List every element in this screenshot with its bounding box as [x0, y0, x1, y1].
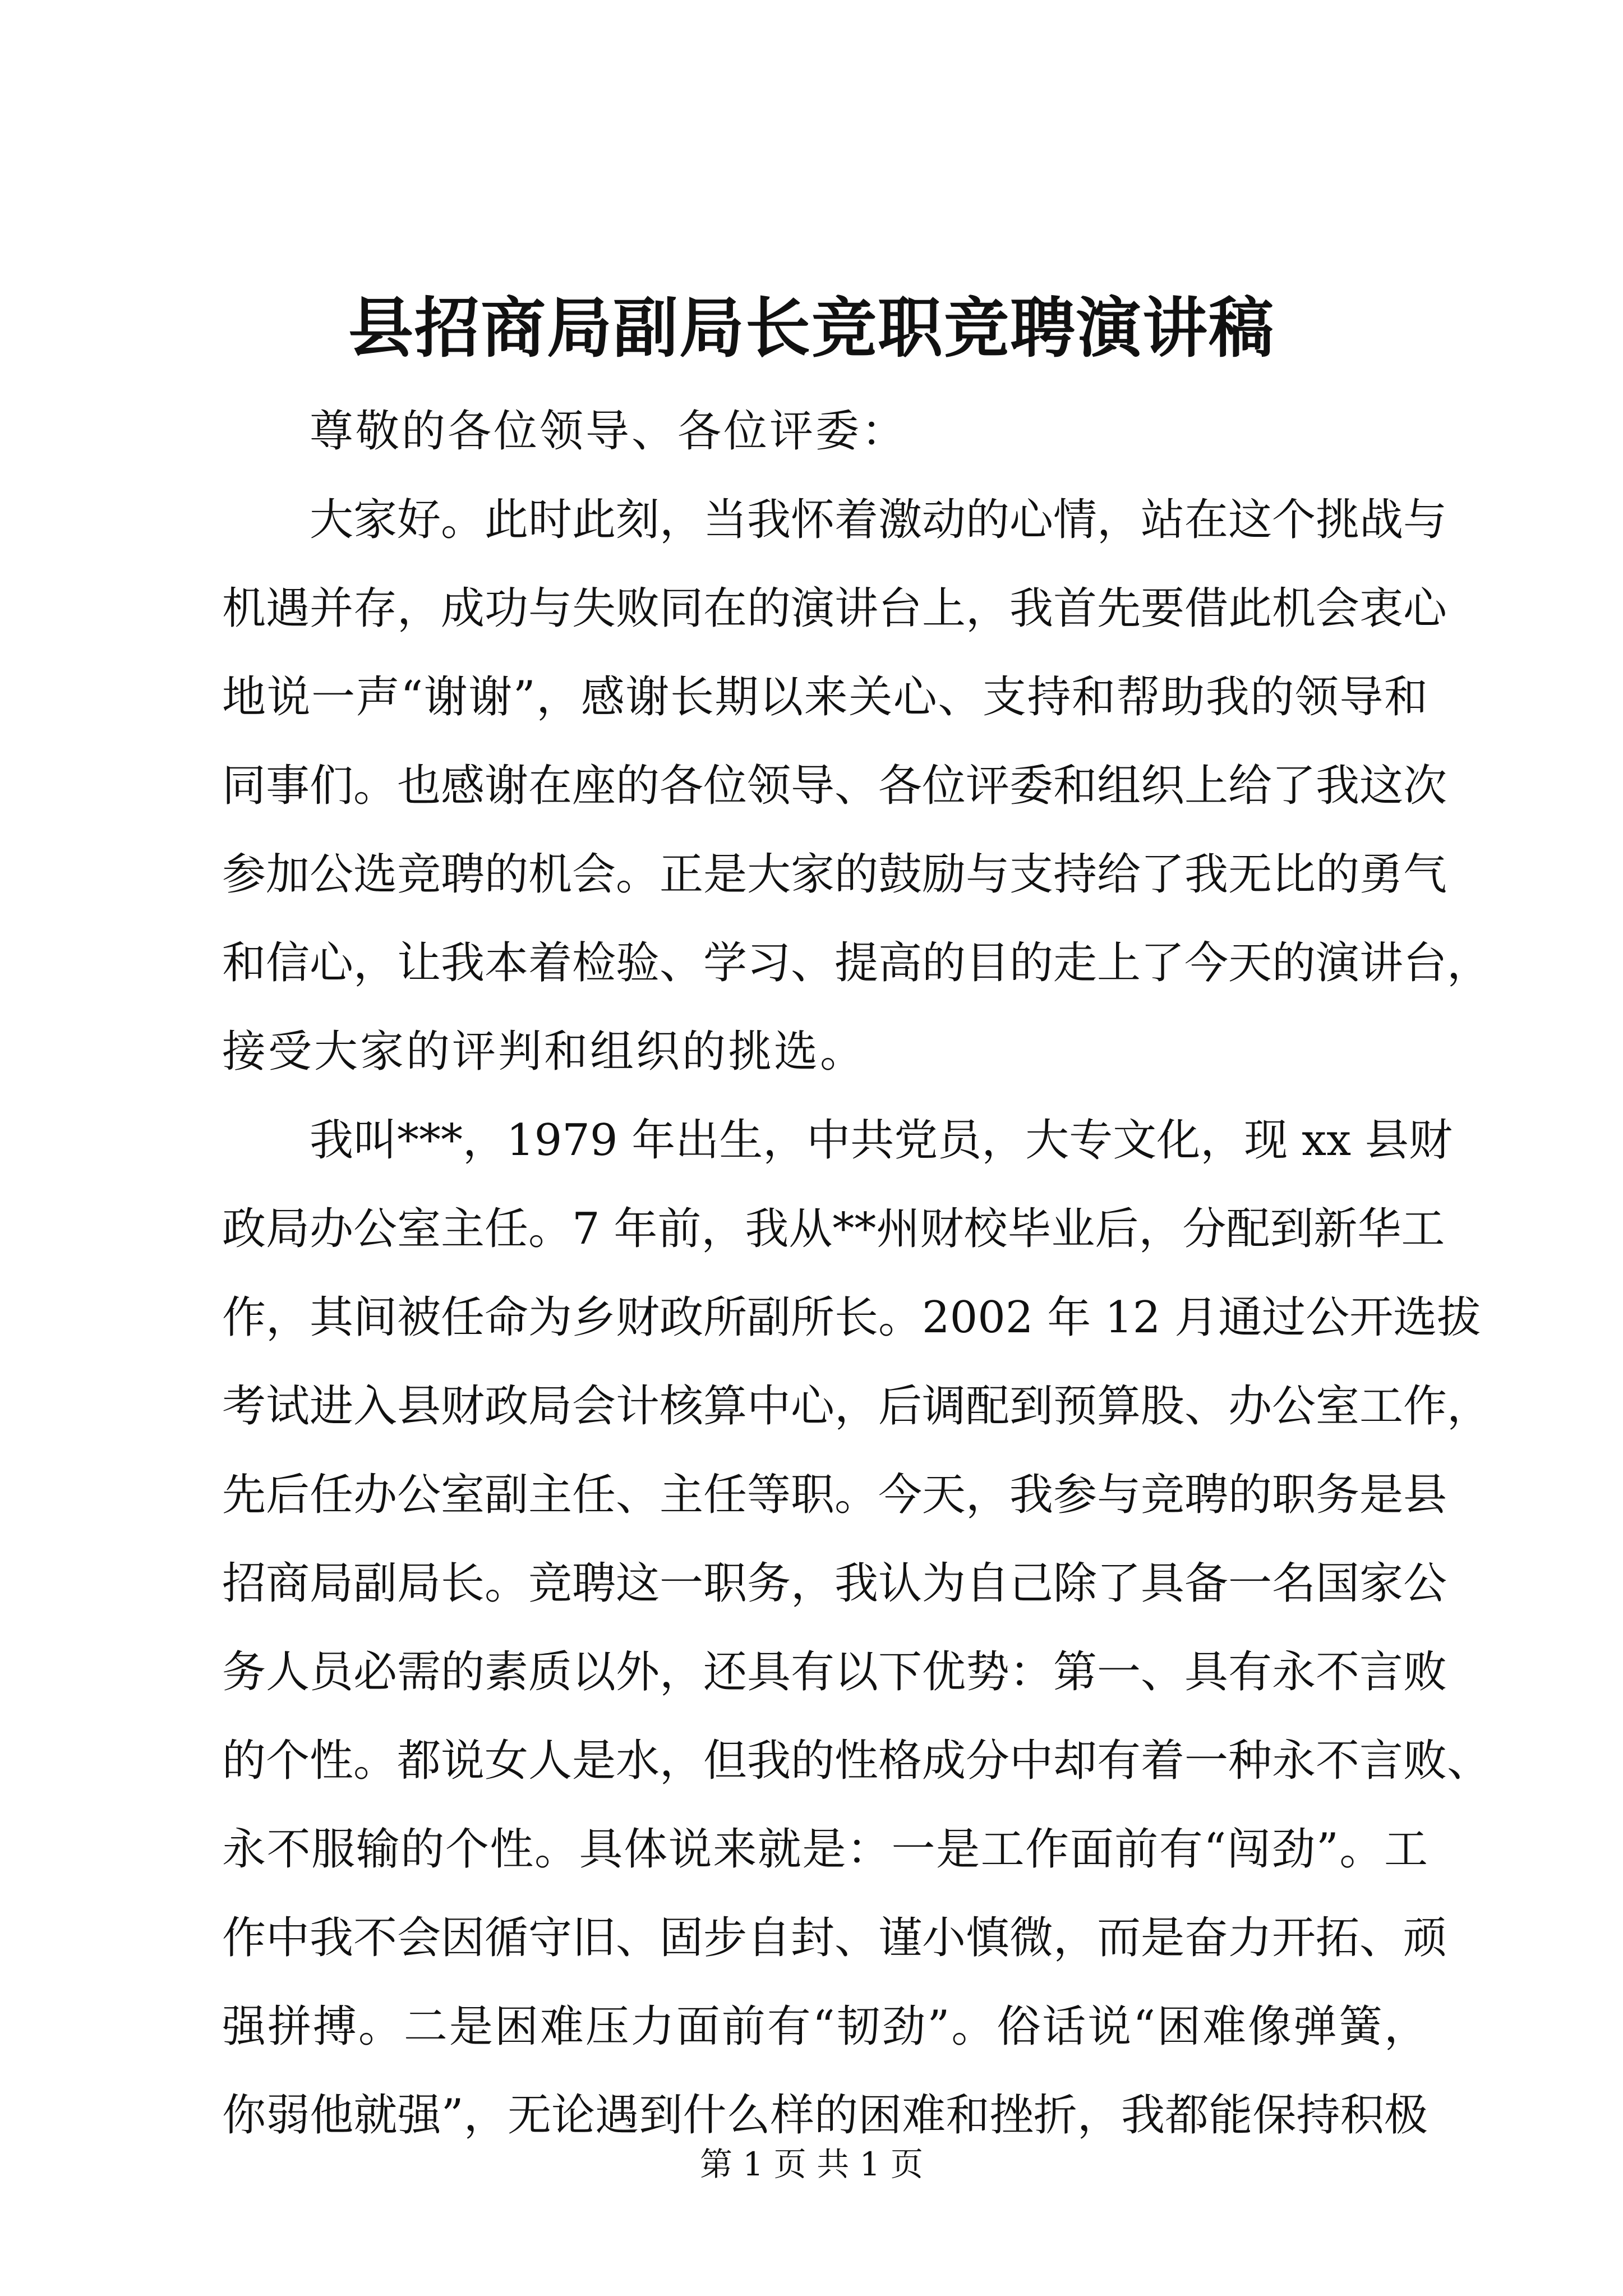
body-line: 我叫***，1979 年出生，中共党员，大专文化，现 xx 县财: [310, 1115, 1453, 1166]
body-line: 作，其间被任命为乡财政所副所长。2002 年 12 月通过公开选拔: [222, 1292, 1481, 1343]
body-line: 先后任办公室副主任、主任等职。今天，我参与竞聘的职务是县: [222, 1470, 1447, 1520]
body-line: 地说一声“谢谢”，感谢长期以来关心、支持和帮助我的领导和: [222, 672, 1428, 723]
page-number-footer: 第 1 页 共 1 页: [700, 2145, 923, 2183]
body-line: 接受大家的评判和组织的挑选。: [222, 1027, 866, 1077]
body-line: 同事们。也感谢在座的各位领导、各位评委和组织上给了我这次: [222, 761, 1447, 811]
body-line: 和信心，让我本着检验、学习、提高的目的走上了今天的演讲台，: [222, 938, 1491, 988]
body-line: 的个性。都说女人是水，但我的性格成分中却有着一种永不言败、: [222, 1736, 1491, 1786]
body-line: 强拼搏。二是困难压力面前有“韧劲”。俗话说“困难像弹簧，: [222, 2001, 1428, 2052]
body-line: 务人员必需的素质以外，还具有以下优势：第一、具有永不言败: [222, 1647, 1447, 1697]
body-line: 政局办公室主任。7 年前，我从**州财校毕业后，分配到新华工: [222, 1204, 1445, 1254]
document-title: 县招商局副局长竞职竞聘演讲稿: [348, 290, 1275, 366]
body-line: 考试进入县财政局会计核算中心，后调配到预算股、办公室工作，: [222, 1381, 1491, 1432]
body-line: 永不服输的个性。具体说来就是：一是工作面前有“闯劲”。工: [222, 1824, 1428, 1875]
body-line: 作中我不会因循守旧、固步自封、谨小慎微，而是奋力开拓、顽: [222, 1913, 1447, 1963]
salutation-line: 尊敬的各位领导、各位评委：: [310, 406, 908, 457]
body-line: 机遇并存，成功与失败同在的演讲台上，我首先要借此机会衷心: [222, 583, 1447, 634]
body-line: 参加公选竞聘的机会。正是大家的鼓励与支持给了我无比的勇气: [222, 849, 1447, 900]
document-body: [222, 387, 1491, 2160]
body-line: 大家好。此时此刻，当我怀着激动的心情，站在这个挑战与: [310, 495, 1447, 545]
body-line: 你弱他就强”，无论遇到什么样的困难和挫折，我都能保持积极: [222, 2090, 1428, 2141]
body-line: 招商局副局长。竞聘这一职务，我认为自己除了具备一名国家公: [222, 1558, 1447, 1609]
